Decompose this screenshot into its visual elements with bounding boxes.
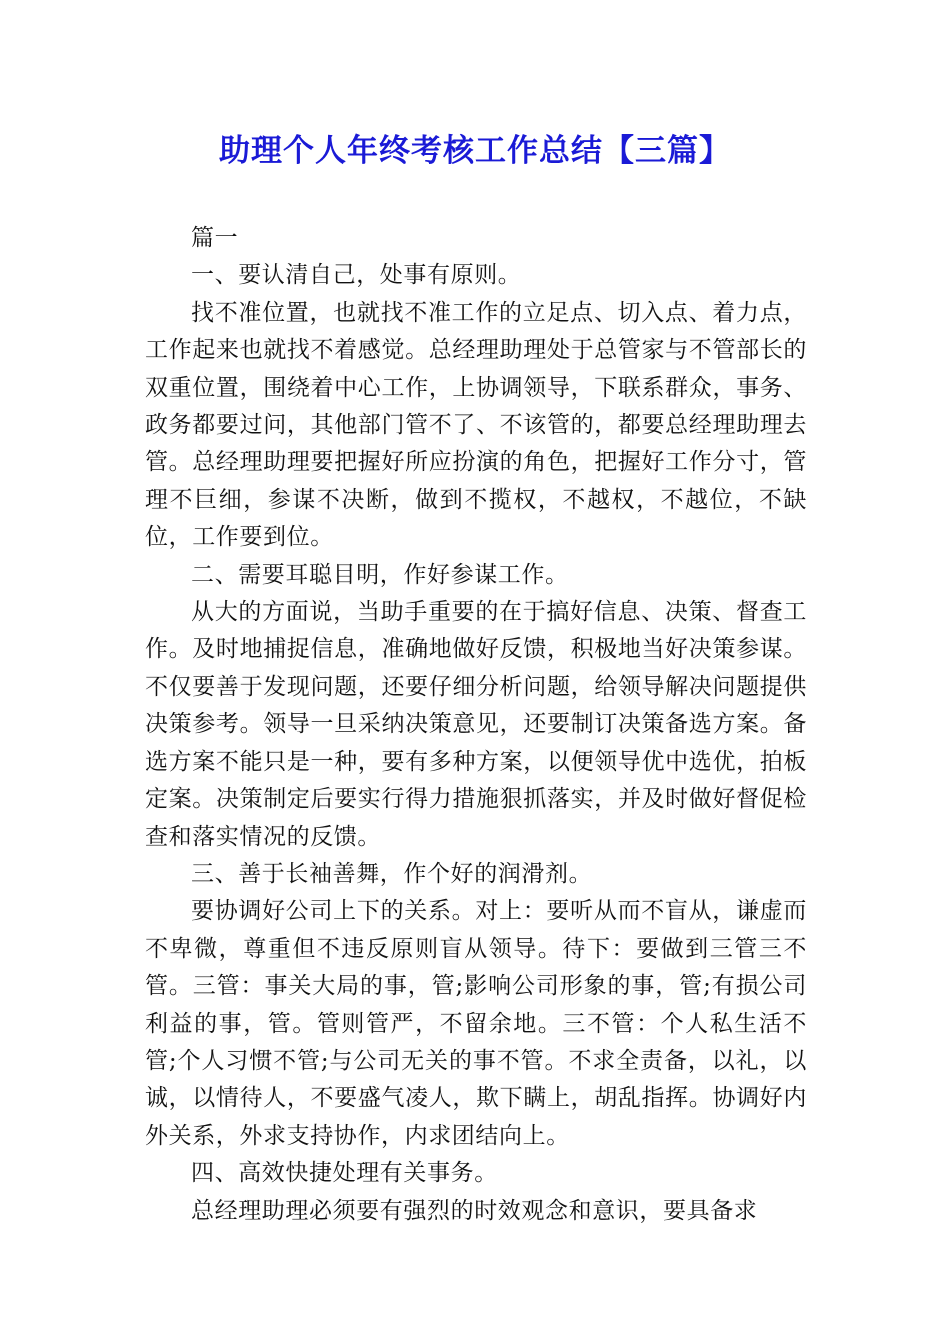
- point-heading-1: 一、要认清自己，处事有原则。: [191, 262, 522, 289]
- paragraph-2: 从大的方面说，当助手重要的在于搞好信息、决策、督查工作。及时地捕捉信息，准确地做好反馈，积极地当好决策参谋。不仅要善于发现问题，还要仔细分析问题，给领导解决问题提供决策参考。领导一旦采纳决策意见，还要制订决策备选方案。备选方案不能只是一种，要有多种方案，以便领导优中选优，拍板定案。决策制定后要实行得力措施狠抓落实，并及时做好督促检查和落实情况的反馈。: [145, 599, 807, 850]
- document-title: 助理个人年终考核工作总结【三篇】: [219, 133, 731, 169]
- document-body: [145, 220, 807, 1230]
- point-heading-3: 三、善于长袖善舞，作个好的润滑剂。: [191, 860, 593, 887]
- paragraph-1: 找不准位置，也就找不准工作的立足点、切入点、着力点，工作起来也就找不着感觉。总经理助理处于总管家与不管部长的双重位置，围绕着中心工作，上协调领导，下联系群众，事务、政务都要过问，其他部门管不了、不该管的，都要总经理助理去管。总经理助理要把握好所应扮演的角色，把握好工作分寸，管理不巨细，参谋不决断，做到不揽权，不越权，不越位，不缺位，工作要到位。: [145, 299, 807, 551]
- point-heading-4: 四、高效快捷处理有关事务。: [191, 1160, 498, 1187]
- paragraph-4: 总经理助理必须要有强烈的时效观念和意识，要具备求: [191, 1197, 758, 1224]
- section-label: 篇一: [191, 225, 239, 251]
- point-heading-2: 二、需要耳聪目明，作好参谋工作。: [191, 561, 569, 588]
- paragraph-3: 要协调好公司上下的关系。对上：要听从而不盲从，谦虚而不卑微，尊重但不违反原则盲从领导。待下：要做到三管三不管。三管：事关大局的事，管;影响公司形象的事，管;有损公司利益的事，管。管则管严，不留余地。三不管：个人私生活不管;个人习惯不管;与公司无关的事不管。不求全责备，以礼，以诚，以情待人，不要盛气凌人，欺下瞒上，胡乱指挥。协调好内外关系，外求支持协作，内求团结向上。: [145, 898, 807, 1149]
